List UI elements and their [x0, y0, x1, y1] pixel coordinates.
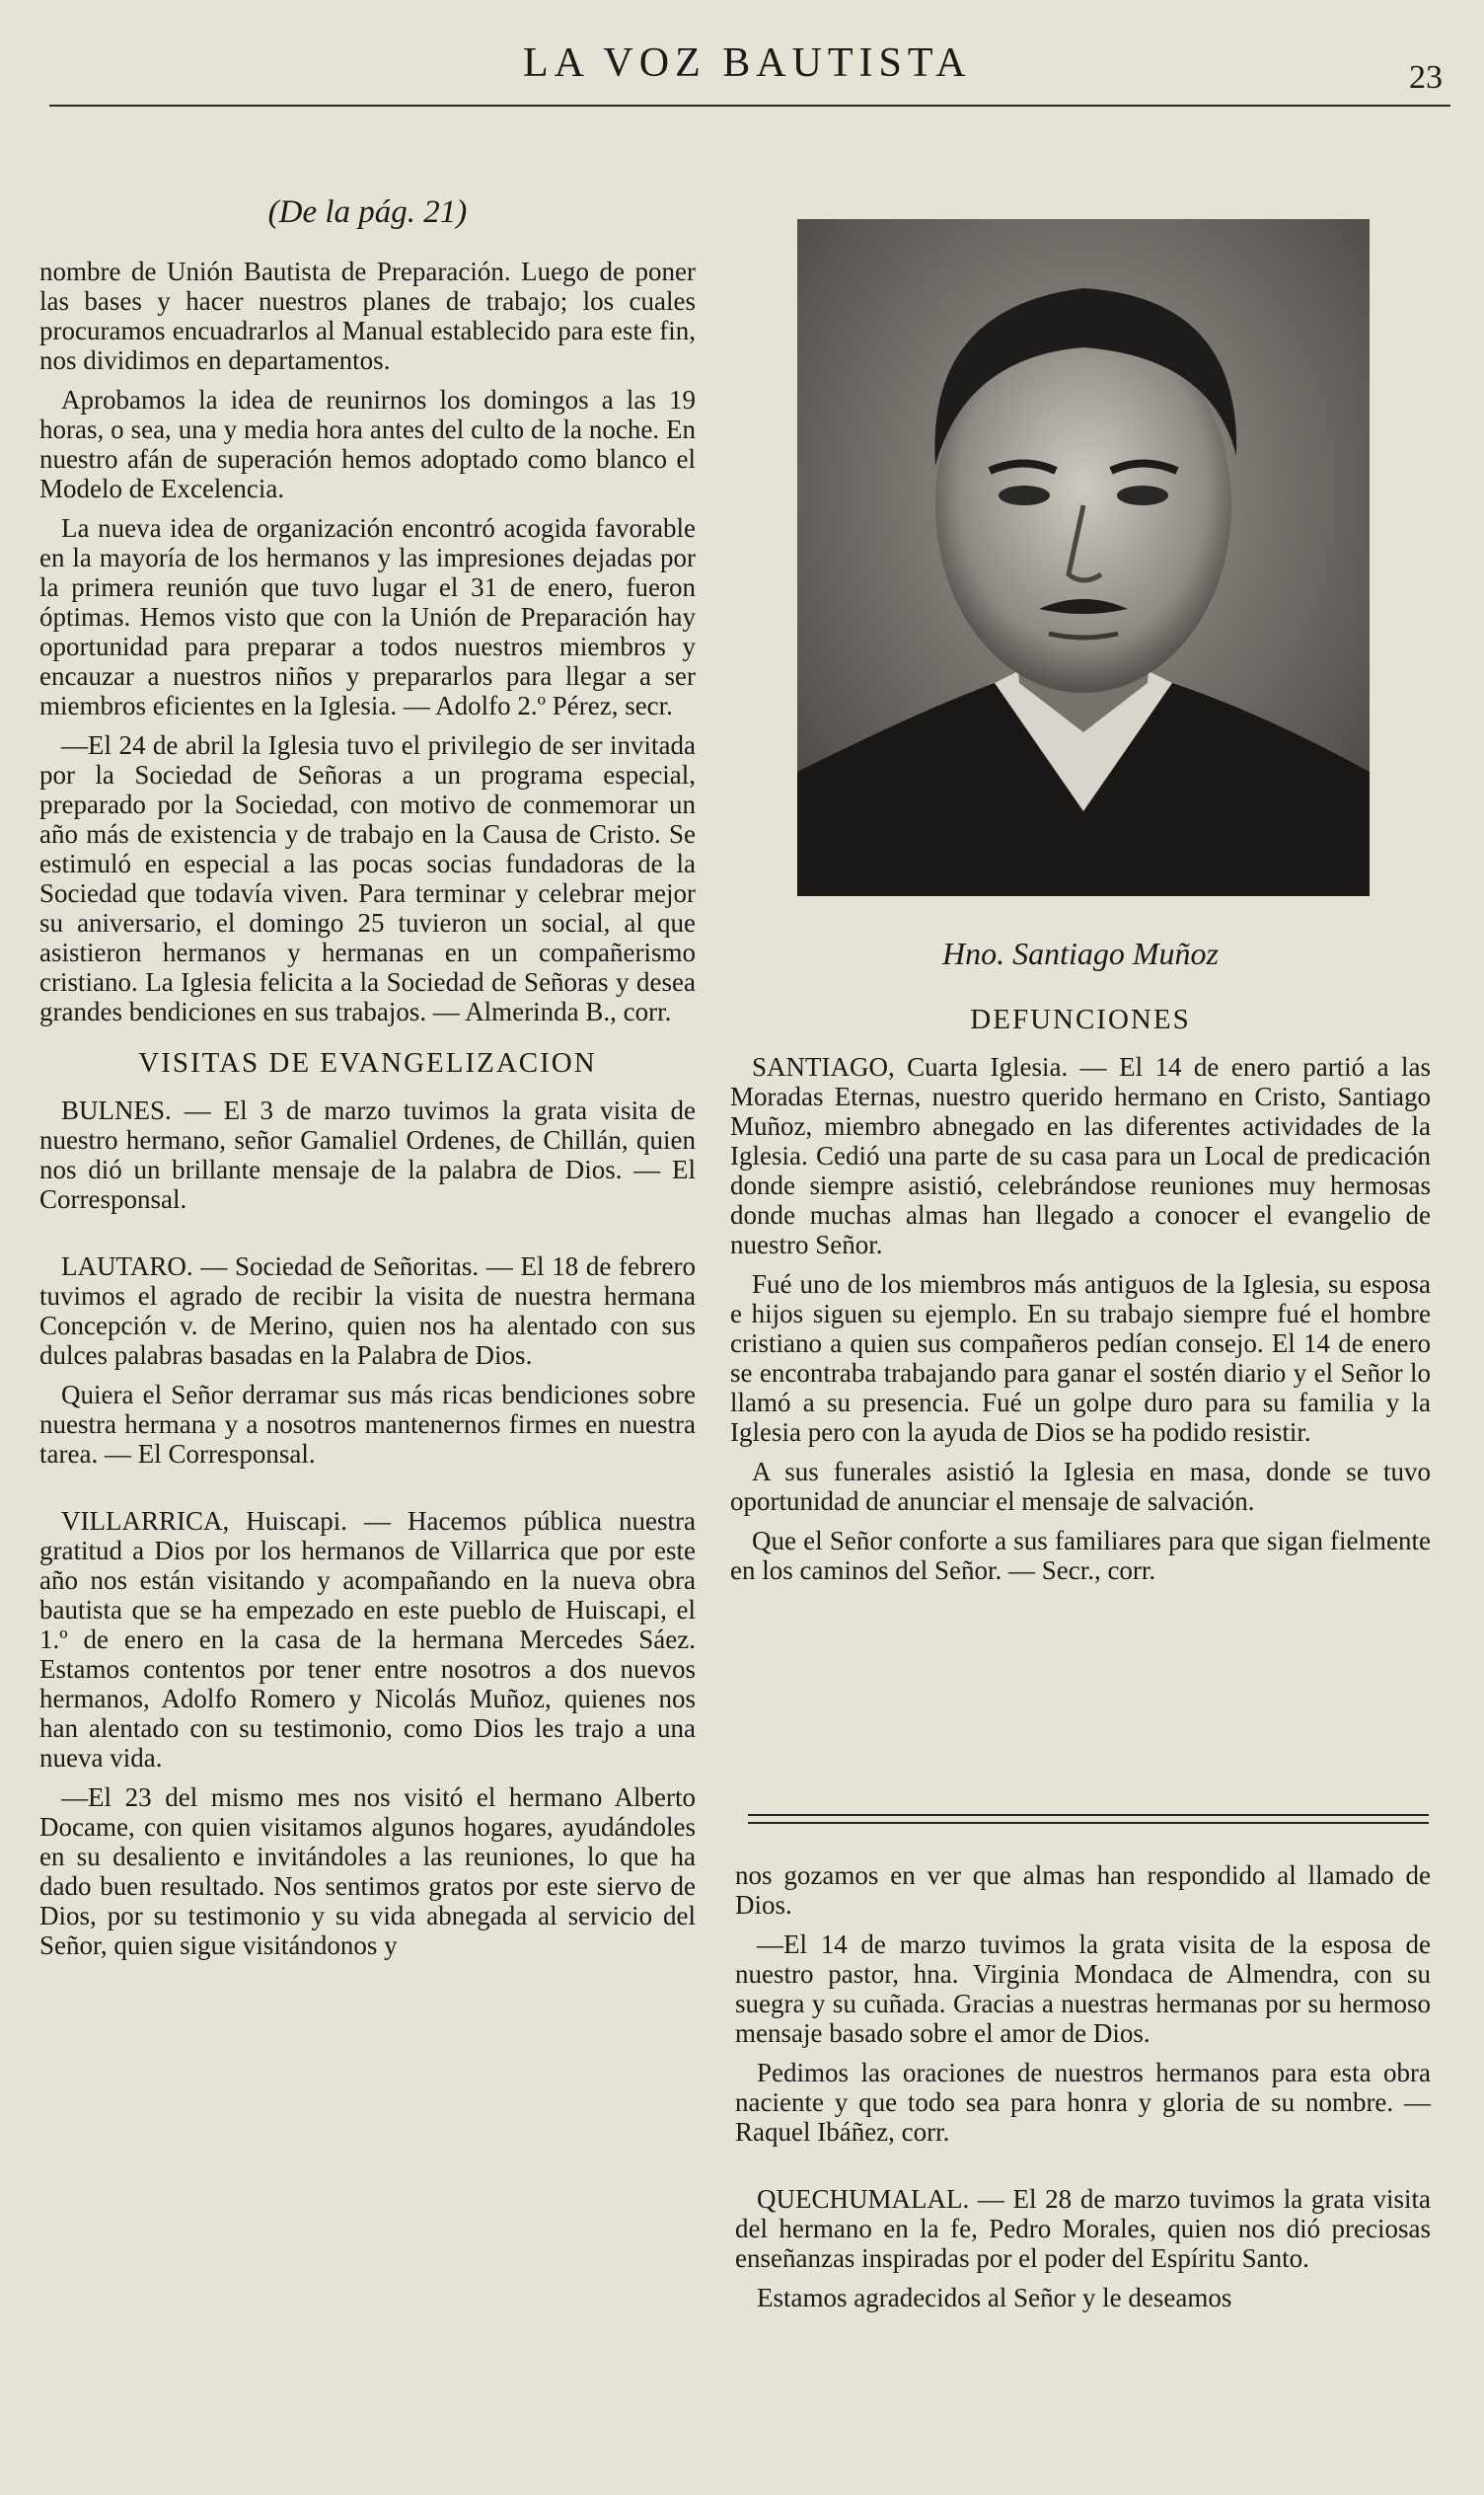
page-header — [49, 30, 1450, 109]
right-column-defunciones — [730, 1005, 1431, 1595]
news-item-villarrica-cont: —El 23 del mismo mes nos visitó el hermano Alberto Docame, con quien visitamos algunos hogares, ayudándoles en su desaliento e invitándoles a las reuniones, lo que ha dado buen resultado. Nos sentimos gratos por este siervo de Dios, por su testimonio y su vida abnegada al servicio del Señor, quien sigue visitándonos y — [39, 1782, 696, 1960]
news-item-lautaro-cont: Quiera el Señor derramar sus más ricas bendiciones sobre nuestra hermana y a nosotros mantenernos firmes en nuestra tarea. — El Corresponsal. — [39, 1380, 696, 1469]
continued-paragraph: Estamos agradecidos al Señor y le deseamos — [757, 2283, 1232, 2312]
continued-paragraph: Pedimos las oraciones de nuestros hermanos para esta obra naciente y que todo sea para honra y gloria de su nombre. — Raquel Ibáñez, corr. — [735, 2058, 1431, 2147]
continuation-reference: (De la pág. 21) — [267, 194, 468, 230]
header-rule — [49, 105, 1450, 107]
continued-paragraph: nos gozamos en ver que almas han respondido al llamado de Dios. — [735, 1860, 1431, 1920]
obituary-paragraph: A sus funerales asistió la Iglesia en masa, donde se tuvo oportunidad de anunciar el mensaje de salvación. — [730, 1457, 1431, 1516]
portrait-photo — [797, 219, 1370, 896]
section-title-visitas: VISITAS DE EVANGELIZACION — [138, 1047, 597, 1079]
right-column-continued — [735, 1860, 1431, 2322]
obituary-paragraph: Fué uno de los miembros más antiguos de la Iglesia, su esposa e hijos siguen su ejemplo. En su trabajo siempre fué el hombre cristiano a quien sus compañeros pedían consejo. El 14 de enero se encontraba trabajando para ganar el sostén diario y el Señor lo llamó a su presencia. Fué un golpe duro para su familia y la Iglesia pero con la ayuda de Dios se ha podido resistir. — [730, 1269, 1431, 1447]
news-item-quechumalal: QUECHUMALAL. — El 28 de marzo tuvimos la grata visita del hermano en la fe, Pedro Morales, quien nos dió preciosas enseñanzas inspiradas por el poder del Espíritu Santo. — [735, 2184, 1431, 2273]
news-item-villarrica: VILLARRICA, Huiscapi. — Hacemos pública nuestra gratitud a Dios por los hermanos de Villarrica que por este año nos están visitando y acompañando en la nueva obra bautista que se ha empezado en este pueblo de Huiscapi, el 1.º de enero en la casa de la hermana Mercedes Sáez. Estamos contentos por tener entre nosotros a dos nuevos hermanos, Adolfo Romero y Nicolás Muñoz, quienes nos han alentado con su testimonio, como Dios les trajo a una nueva vida. — [39, 1506, 696, 1773]
article-paragraph: La nueva idea de organización encontró acogida favorable en la mayoría de los hermanos y las impresiones dejadas por la primera reunión que tuvo lugar el 31 de enero, fueron óptimas. Hemos visto que con la Unión de Preparación hay oportunidad para preparar a todos nuestros miembros y encauzar a nuestros niños y prepararlos para llegar a ser miembros eficientes en la Iglesia. — Adolfo 2.º Pérez, secr. — [39, 513, 696, 720]
news-item-lautaro: LAUTARO. — Sociedad de Señoritas. — El 18 de febrero tuvimos el agrado de recibir la visita de nuestra hermana Concepción v. de Merino, quien nos ha alentado con sus dulces palabras basadas en la Palabra de Dios. — [39, 1251, 696, 1370]
obituary-paragraph: SANTIAGO, Cuarta Iglesia. — El 14 de enero partió a las Moradas Eternas, nuestro querido hermano en Cristo, Santiago Muñoz, miembro abnegado en las diferentes actividades de la Iglesia. Cedió una parte de su casa para un Local de predicación donde siempre asistió, celebrándose reuniones muy hermosas donde muchas almas han llegado a conocer el evangelio de nuestro Señor. — [730, 1052, 1431, 1259]
page-number: 23 — [1409, 59, 1443, 96]
continued-paragraph: —El 14 de marzo tuvimos la grata visita de la esposa de nuestro pastor, hna. Virginia Mondaca de Almendra, con su suegra y su cuñada. Gracias a nuestras hermanas por su hermoso mensaje basado sobre el amor de Dios. — [735, 1929, 1431, 2048]
section-divider — [748, 1814, 1429, 1824]
portrait-image — [797, 219, 1370, 896]
article-paragraph: Aprobamos la idea de reunirnos los domingos a las 19 horas, o sea, una y media hora antes del culto de la noche. En nuestro afán de superación hemos adoptado como blanco el Modelo de Excelencia. — [39, 385, 696, 503]
left-column — [39, 194, 696, 1970]
photo-caption: Hno. Santiago Muñoz — [942, 936, 1219, 971]
article-paragraph: —El 24 de abril la Iglesia tuvo el privilegio de ser invitada por la Sociedad de Señoras a un programa especial, preparado por la Sociedad, con motivo de conmemorar un año más de existencia y de trabajo en la Causa de Cristo. Se estimuló en especial a las pocas socias fundadoras de la Sociedad que todavía viven. Para terminar y celebrar mejor su aniversario, el domingo 25 tuvieron un social, al que asistieron hermanos y hermanas en un compañerismo cristiano. La Iglesia felicita a la Sociedad de Señoras y desea grandes bendiciones en sus trabajos. — Almerinda B., corr. — [39, 730, 696, 1026]
news-item-bulnes: BULNES. — El 3 de marzo tuvimos la grata visita de nuestro hermano, señor Gamaliel Ordenes, de Chillán, quien nos dió un brillante mensaje de la palabra de Dios. — El Corresponsal. — [39, 1096, 696, 1214]
section-title-defunciones: DEFUNCIONES — [970, 1004, 1191, 1035]
article-paragraph: nombre de Unión Bautista de Preparación. Luego de poner las bases y hacer nuestros planes de trabajo; los cuales procuramos encuadrarlos al Manual establecido para este fin, nos dividimos en departamentos. — [39, 257, 696, 375]
journal-title: LA VOZ BAUTISTA — [523, 40, 972, 86]
obituary-paragraph: Que el Señor conforte a sus familiares para que sigan fielmente en los caminos del Señor. — Secr., corr. — [730, 1526, 1431, 1585]
